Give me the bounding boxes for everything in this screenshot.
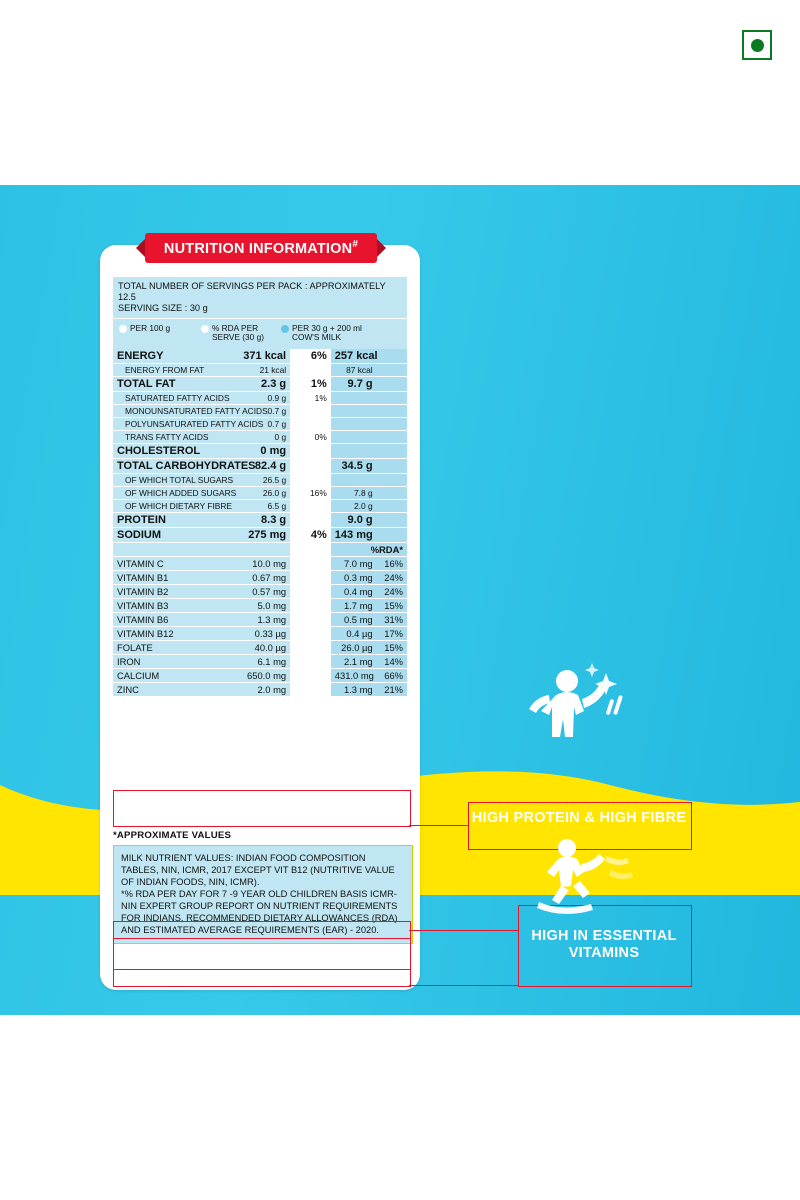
row-per-30g-milk: 1.7 mg (331, 598, 377, 612)
row-per-100g: 371 kcal (234, 349, 290, 364)
callout-protein-fibre-label: HIGH PROTEIN & HIGH FIBRE (471, 810, 687, 826)
table-row (113, 527, 407, 542)
rda-header-label: %RDA* (331, 542, 407, 556)
row-milk-rda: 66% (377, 668, 407, 682)
row-rda-per-serve (290, 668, 331, 682)
row-milk-rda: 16% (377, 556, 407, 570)
strong-kid-icon (520, 655, 630, 765)
rda-header-row (113, 542, 407, 556)
row-per-100g: 0 mg (234, 443, 290, 458)
row-rda-per-serve (290, 363, 331, 376)
table-row (113, 682, 407, 696)
row-rda-per-serve (290, 654, 331, 668)
row-per-100g: 0.7 g (234, 404, 290, 417)
row-per-100g: 650.0 mg (234, 668, 290, 682)
row-per-100g: 0.9 g (234, 391, 290, 404)
row-per-30g-milk: 26.0 µg (331, 640, 377, 654)
table-row (113, 486, 407, 499)
skating-kid-icon (515, 828, 645, 918)
vegetarian-mark-icon (742, 30, 772, 60)
table-row (113, 570, 407, 584)
row-per-30g-milk (331, 443, 377, 458)
row-nutrient-name: FOLATE (113, 640, 234, 654)
footnote-box (113, 845, 413, 944)
row-per-100g: 0 g (234, 430, 290, 443)
nutrition-card (100, 239, 420, 990)
legend-per-100g (119, 324, 195, 334)
table-row (113, 458, 407, 473)
connector-vitamins-top (409, 930, 519, 931)
table-row (113, 363, 407, 376)
table-row (113, 391, 407, 404)
row-rda-per-serve (290, 612, 331, 626)
row-per-30g-milk: 0.4 mg (331, 584, 377, 598)
row-rda-per-serve (290, 570, 331, 584)
row-per-100g: 0.7 g (234, 417, 290, 430)
nutrition-table (113, 349, 407, 697)
row-nutrient-name: ZINC (113, 682, 234, 696)
nutrition-table-block (113, 277, 407, 697)
legend-rda-per-serve (201, 324, 275, 343)
row-rda-per-serve (290, 682, 331, 696)
table-row (113, 612, 407, 626)
row-rda-per-serve (290, 556, 331, 570)
row-per-100g: 6.5 g (234, 499, 290, 512)
table-row (113, 430, 407, 443)
row-per-30g-milk: 34.5 g (331, 458, 377, 473)
row-nutrient-name: TOTAL CARBOHYDRATES (113, 458, 234, 473)
connector-vitamins-bottom (409, 985, 519, 986)
table-row (113, 499, 407, 512)
row-nutrient-name: OF WHICH ADDED SUGARS (113, 486, 234, 499)
legend-rda-label: % RDA PER SERVE (30 g) (212, 322, 264, 343)
row-rda-per-serve (290, 512, 331, 527)
row-per-100g: 0.33 µg (234, 626, 290, 640)
row-nutrient-name: TRANS FATTY ACIDS (113, 430, 234, 443)
row-nutrient-name: OF WHICH DIETARY FIBRE (113, 499, 234, 512)
row-milk-rda: 31% (377, 612, 407, 626)
row-per-30g-milk: 2.0 g (331, 499, 377, 512)
table-row (113, 626, 407, 640)
callout-protein-fibre (468, 810, 690, 827)
legend-dot-icon (119, 325, 127, 333)
table-row (113, 376, 407, 391)
row-milk-rda: 21% (377, 682, 407, 696)
row-per-30g-milk (331, 473, 377, 486)
row-nutrient-name: SATURATED FATTY ACIDS (113, 391, 234, 404)
column-legend (113, 319, 407, 349)
row-per-100g: 0.67 mg (234, 570, 290, 584)
row-rda-per-serve: 1% (290, 376, 331, 391)
row-per-30g-milk: 431.0 mg (331, 668, 377, 682)
row-nutrient-name: CHOLESTEROL (113, 443, 234, 458)
ribbon-title: NUTRITION INFORMATION# (163, 239, 359, 257)
row-per-100g: 2.0 mg (234, 682, 290, 696)
row-rda-per-serve: 0% (290, 430, 331, 443)
row-milk-rda: 24% (377, 570, 407, 584)
row-per-30g-milk: 0.4 µg (331, 626, 377, 640)
row-rda-per-serve (290, 626, 331, 640)
table-row (113, 598, 407, 612)
legend-per-30g-milk (281, 324, 391, 343)
row-per-30g-milk: 2.1 mg (331, 654, 377, 668)
row-rda-per-serve: 4% (290, 527, 331, 542)
row-nutrient-name: VITAMIN B12 (113, 626, 234, 640)
legend-milk-label: PER 30 g + 200 ml COW'S MILK (292, 322, 362, 343)
row-milk-rda: 15% (377, 598, 407, 612)
row-rda-per-serve (290, 598, 331, 612)
row-milk-rda (377, 430, 407, 443)
row-nutrient-name: IRON (113, 654, 234, 668)
row-per-100g: 10.0 mg (234, 556, 290, 570)
callout-vitamins-label: HIGH IN ESSENTIAL VITAMINS (531, 928, 677, 961)
row-nutrient-name: ENERGY FROM FAT (113, 363, 234, 376)
row-per-30g-milk: 7.0 mg (331, 556, 377, 570)
connector-protein-fibre (409, 825, 469, 826)
table-row (113, 349, 407, 364)
row-nutrient-name: PROTEIN (113, 512, 234, 527)
row-per-100g: 6.1 mg (234, 654, 290, 668)
table-row (113, 404, 407, 417)
row-per-100g: 26.0 g (234, 486, 290, 499)
row-milk-rda: 24% (377, 584, 407, 598)
row-milk-rda: 17% (377, 626, 407, 640)
row-per-100g: 0.57 mg (234, 584, 290, 598)
row-milk-rda (377, 376, 407, 391)
row-rda-per-serve (290, 443, 331, 458)
legend-dot-icon (281, 325, 289, 333)
row-per-100g: 21 kcal (234, 363, 290, 376)
table-row (113, 640, 407, 654)
row-per-30g-milk (331, 417, 377, 430)
row-per-100g: 2.3 g (234, 376, 290, 391)
row-per-30g-milk: 9.7 g (331, 376, 377, 391)
row-nutrient-name: TOTAL FAT (113, 376, 234, 391)
row-per-30g-milk: 1.3 mg (331, 682, 377, 696)
row-rda-per-serve (290, 404, 331, 417)
row-per-100g: 275 mg (234, 527, 290, 542)
row-rda-per-serve: 1% (290, 391, 331, 404)
table-row (113, 584, 407, 598)
row-milk-rda (377, 512, 407, 527)
row-per-100g: 26.5 g (234, 473, 290, 486)
row-milk-rda (377, 417, 407, 430)
row-milk-rda (377, 473, 407, 486)
row-rda-per-serve (290, 640, 331, 654)
row-nutrient-name: VITAMIN B2 (113, 584, 234, 598)
row-per-30g-milk: 143 mg (331, 527, 377, 542)
legend-per-100g-label: PER 100 g (130, 322, 171, 333)
table-row (113, 512, 407, 527)
row-nutrient-name: VITAMIN B3 (113, 598, 234, 612)
approximate-values-note: *APPROXIMATE VALUES (113, 830, 232, 841)
row-per-30g-milk (331, 391, 377, 404)
row-nutrient-name: VITAMIN B1 (113, 570, 234, 584)
row-rda-per-serve (290, 499, 331, 512)
row-rda-per-serve: 6% (290, 349, 331, 364)
row-rda-per-serve (290, 584, 331, 598)
row-nutrient-name: VITAMIN C (113, 556, 234, 570)
row-nutrient-name: OF WHICH TOTAL SUGARS (113, 473, 234, 486)
callout-vitamins (518, 928, 690, 961)
row-per-30g-milk: 257 kcal (331, 349, 377, 364)
row-milk-rda (377, 486, 407, 499)
serving-size: SERVING SIZE : 30 g (118, 303, 208, 314)
row-milk-rda (377, 458, 407, 473)
row-rda-per-serve (290, 473, 331, 486)
row-milk-rda: 15% (377, 640, 407, 654)
legend-dot-icon (201, 325, 209, 333)
row-per-100g: 5.0 mg (234, 598, 290, 612)
row-milk-rda: 14% (377, 654, 407, 668)
row-per-100g: 1.3 mg (234, 612, 290, 626)
table-row (113, 443, 407, 458)
row-milk-rda (377, 527, 407, 542)
servings-per-pack: TOTAL NUMBER OF SERVINGS PER PACK : APPROXIMATELY 12.5 (118, 281, 386, 303)
row-per-30g-milk: 9.0 g (331, 512, 377, 527)
row-nutrient-name: SODIUM (113, 527, 234, 542)
row-nutrient-name: MONOUNSATURATED FATTY ACIDS (113, 404, 234, 417)
row-per-30g-milk: 87 kcal (331, 363, 377, 376)
row-per-30g-milk: 0.5 mg (331, 612, 377, 626)
row-milk-rda (377, 499, 407, 512)
row-rda-per-serve (290, 458, 331, 473)
table-row (113, 556, 407, 570)
row-rda-per-serve (290, 417, 331, 430)
serving-info (113, 277, 407, 319)
footnote-text: MILK NUTRIENT VALUES: INDIAN FOOD COMPOSITION TABLES, NIN, ICMR, 2017 EXCEPT VIT B12 (NUTRITIVE VALUE OF INDIAN FOODS, NIN, ICMR). *% RDA PER DAY FOR 7 -9 YEAR OLD CHILDREN BASIS ICMR-NIN EXPERT GROUP REPORT ON NUTRIENT REQUIREMENTS FOR INDIANS, RECOMMENDED DIETARY ALLOWANCES (RDA) AND ESTIMATED AVERAGE REQUIREMENTS (EAR) - 2020. (121, 853, 398, 936)
table-row (113, 654, 407, 668)
row-per-100g: 40.0 µg (234, 640, 290, 654)
row-per-100g: 82.4 g (234, 458, 290, 473)
row-nutrient-name: POLYUNSATURATED FATTY ACIDS (113, 417, 234, 430)
row-milk-rda (377, 443, 407, 458)
row-per-100g: 8.3 g (234, 512, 290, 527)
row-per-30g-milk (331, 430, 377, 443)
row-milk-rda (377, 404, 407, 417)
vegetarian-dot (751, 39, 764, 52)
row-milk-rda (377, 391, 407, 404)
table-row (113, 473, 407, 486)
row-milk-rda (377, 349, 407, 364)
row-per-30g-milk: 0.3 mg (331, 570, 377, 584)
row-per-30g-milk: 7.8 g (331, 486, 377, 499)
table-row (113, 417, 407, 430)
row-nutrient-name: ENERGY (113, 349, 234, 364)
row-milk-rda (377, 363, 407, 376)
row-per-30g-milk (331, 404, 377, 417)
row-nutrient-name: VITAMIN B6 (113, 612, 234, 626)
row-rda-per-serve: 16% (290, 486, 331, 499)
table-row (113, 668, 407, 682)
nutrition-information-ribbon (145, 233, 377, 263)
row-nutrient-name: CALCIUM (113, 668, 234, 682)
